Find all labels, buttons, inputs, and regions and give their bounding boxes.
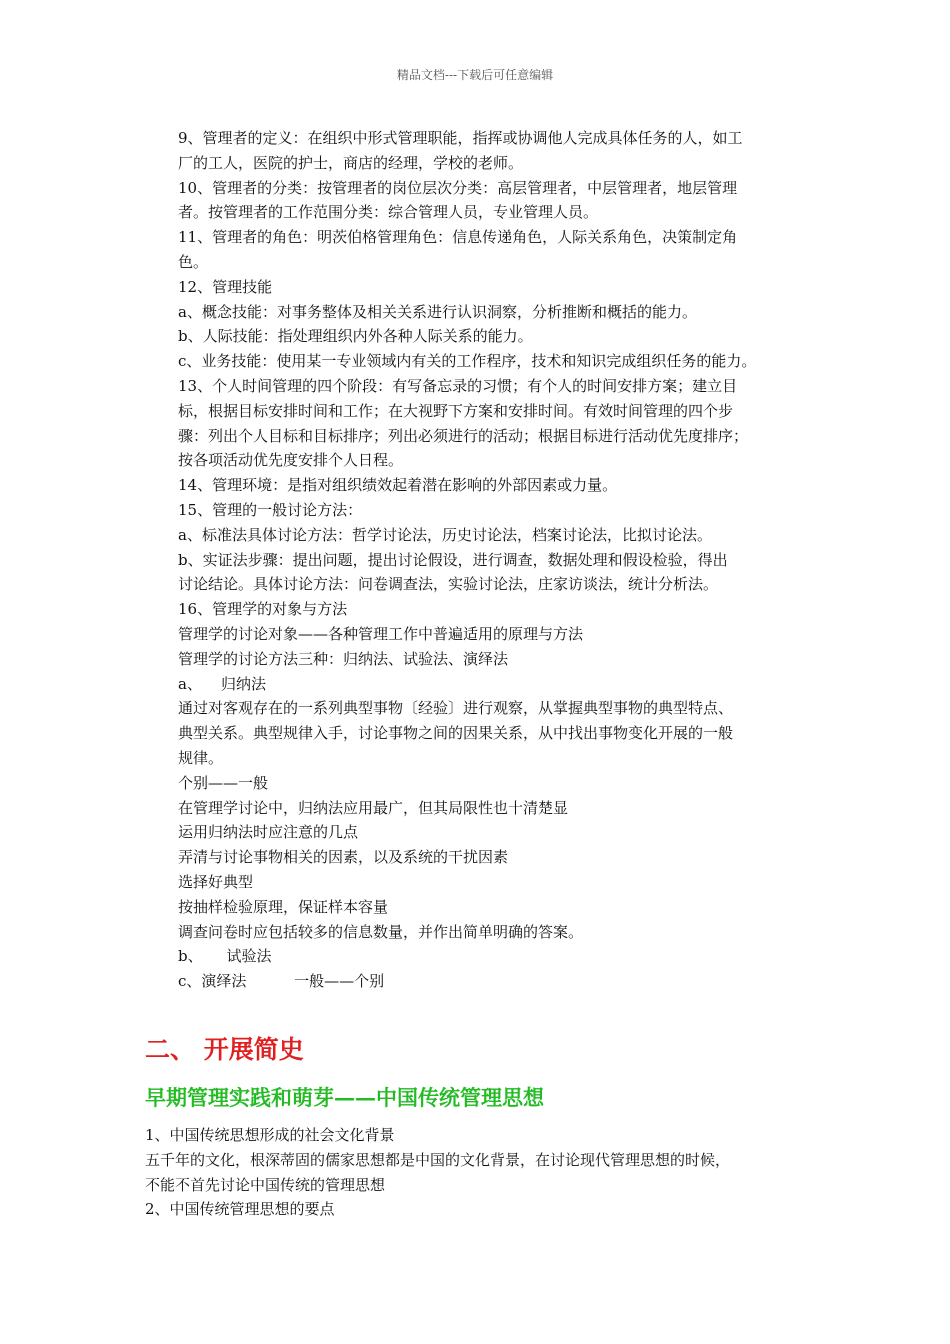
text-line: 讨论结论。具体讨论方法：问卷调查法，实验讨论法，庄家访谈法，统计分析法。 [178,575,719,594]
document-body [178,126,828,994]
text-line: 调查问卷时应包括较多的信息数量，并作出简单明确的答案。 [178,922,584,941]
text-line: 15、管理的一般讨论方法： [178,500,363,519]
text-line: a、概念技能：对事务整体及相关关系进行认识洞察，分析推断和概括的能力。 [178,302,697,321]
section-heading: 二、 开展简史 [145,1035,304,1064]
text-line: 色。 [178,252,209,271]
text-line: 五千年的文化，根深蒂固的儒家思想都是中国的文化背景，在讨论现代管理思想的时候， [145,1150,731,1169]
text-line: c、演绎法 一般——个别 [178,972,385,991]
text-line: 10、管理者的分类：按管理者的岗位层次分类：高层管理者，中层管理者，地层管理 [178,178,738,197]
text-line: 厂的工人，医院的护士，商店的经理，学校的老师。 [178,153,524,172]
text-line: 运用归纳法时应注意的几点 [178,823,359,842]
sub-heading: 早期管理实践和萌芽——中国传统管理思想 [145,1085,544,1110]
text-line: 者。按管理者的工作范围分类：综合管理人员，专业管理人员。 [178,203,599,222]
text-line: 不能不首先讨论中国传统的管理思想 [145,1175,386,1194]
text-line: 在管理学讨论中，归纳法应用最广，但其局限性也十清楚显 [178,798,569,817]
text-line: 规律。 [178,748,224,767]
text-line: 2、中国传统管理思想的要点 [145,1200,335,1219]
text-line: a、 归纳法 [178,674,267,693]
page-header: 精品文档---下载后可任意编辑 [396,68,554,82]
text-line: 16、管理学的对象与方法 [178,600,348,619]
text-line: 11、管理者的角色：明茨伯格管理角色：信息传递角色，人际关系角色，决策制定角 [178,228,738,247]
text-line: 9、管理者的定义：在组织中形式管理职能，指挥或协调他人完成具体任务的人，如工 [178,129,743,147]
text-line: 骤：列出个人目标和目标排序；列出必须进行的活动；根据目标进行活动优先度排序； [178,426,749,445]
text-line: 标，根据目标安排时间和工作；在大视野下方案和安排时间。有效时间管理的四个步 [178,401,734,420]
text-line: c、业务技能：使用某一专业领域内有关的工作程序，技术和知识完成组织任务的能力。 [178,352,757,371]
section-body [145,1123,825,1222]
text-line: b、 试验法 [178,947,272,966]
text-line: 个别——一般 [178,773,269,792]
text-line: 1、中国传统思想形成的社会文化背景 [145,1126,395,1144]
text-line: 管理学的讨论对象——各种管理工作中普遍适用的原理与方法 [178,624,584,643]
text-line: a、标准法具体讨论方法：哲学讨论法，历史讨论法，档案讨论法，比拟讨论法。 [178,525,712,544]
text-line: 选择好典型 [178,872,254,891]
text-line: 管理学的讨论方法三种：归纳法、试验法、演绎法 [178,649,509,668]
text-line: b、人际技能：指处理组织内外各种人际关系的能力。 [178,327,533,346]
text-line: 通过对客观存在的一系列典型事物〔经验〕进行观察，从掌握典型事物的典型特点、 [178,699,734,718]
text-line: 14、管理环境：是指对组织绩效起着潜在影响的外部因素或力量。 [178,476,618,495]
text-line: b、实证法步骤：提出问题，提出讨论假设，进行调查，数据处理和假设检验，得出 [178,550,728,569]
text-line: 按抽样检验原理，保证样本容量 [178,897,389,916]
text-line: 12、管理技能 [178,277,273,296]
text-line: 13、个人时间管理的四个阶段：有写备忘录的习惯；有个人的时间安排方案；建立目 [178,376,738,395]
text-line: 典型关系。典型规律入手，讨论事物之间的因果关系，从中找出事物变化开展的一般 [178,724,734,743]
text-line: 弄清与讨论事物相关的因素，以及系统的干扰因素 [178,848,509,867]
text-line: 按各项活动优先度安排个人日程。 [178,451,404,470]
